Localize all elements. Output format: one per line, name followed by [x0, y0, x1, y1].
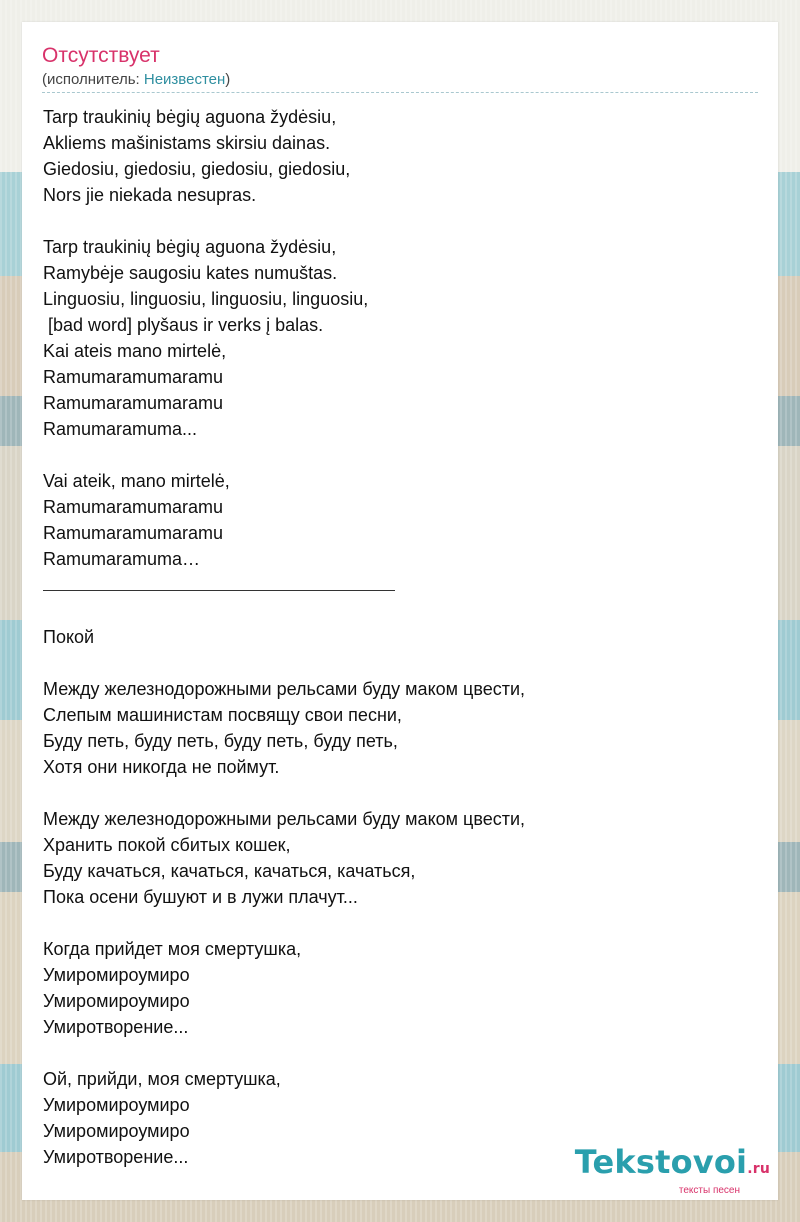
logo-main-text: Tekstovoi	[574, 1143, 748, 1181]
song-title: Отсутствует	[42, 44, 160, 67]
lyrics-text	[43, 104, 759, 1170]
lyric-line: Ramumaramumaramu	[43, 367, 224, 387]
lyric-line: Akliems mašinistams skirsiu dainas.	[43, 133, 331, 153]
blank-line	[43, 442, 759, 468]
lyric-line: Хранить покой сбитых кошек,	[43, 835, 291, 855]
lyric-line: Покой	[43, 627, 95, 647]
blank-line	[43, 598, 759, 624]
lyric-line: Когда прийдет моя смертушка,	[43, 939, 302, 959]
lyric-line: Хотя они никогда не поймут.	[43, 757, 280, 777]
artist-prefix: (исполнитель:	[42, 71, 144, 88]
lyric-line: Kai ateis mano mirtelė,	[43, 341, 227, 361]
lyric-line: Умиротворение...	[43, 1017, 189, 1037]
lyric-line: Ramumaramumaramu	[43, 523, 224, 543]
artist-line	[42, 70, 758, 90]
logo-wordmark	[575, 1145, 770, 1186]
artist-suffix: )	[225, 71, 231, 88]
lyric-line: Умиромироумиро	[43, 991, 190, 1011]
blank-line	[43, 780, 759, 806]
lyric-line: Ramumaramuma…	[43, 549, 201, 569]
lyric-line: Ramumaramuma...	[43, 419, 198, 439]
lyric-line: Умиромироумиро	[43, 1095, 190, 1115]
lyric-line: Между железнодорожными рельсами буду маком цвести,	[43, 809, 526, 829]
lyric-line: Слепым машинистам посвящу свои песни,	[43, 705, 402, 725]
lyric-line: Giedosiu, giedosiu, giedosiu, giedosiu,	[43, 159, 351, 179]
lyric-line: Пока осени бушуют и в лужи плачут...	[43, 887, 358, 907]
site-logo[interactable]	[575, 1145, 770, 1196]
lyric-line: Умиромироумиро	[43, 1121, 190, 1141]
blank-line	[43, 650, 759, 676]
lyric-line: Ramumaramumaramu	[43, 497, 224, 517]
song-header	[42, 42, 758, 93]
lyric-line: Tarp traukinių bėgių aguona žydėsiu,	[43, 237, 337, 257]
lyric-line: [bad word] plyšaus ir verks į balas.	[43, 315, 324, 335]
lyric-line: Ramumaramumaramu	[43, 393, 224, 413]
lyrics-card	[22, 22, 778, 1200]
lyric-line: Tarp traukinių bėgių aguona žydėsiu,	[43, 107, 337, 127]
logo-suffix: .ru	[747, 1161, 770, 1177]
lyric-line: Ой, прийди, моя смертушка,	[43, 1069, 281, 1089]
lyric-line: Умиромироумиро	[43, 965, 190, 985]
lyric-line: Ramybėje saugosiu kates numuštas.	[43, 263, 338, 283]
lyric-line: Между железнодорожными рельсами буду маком цвести,	[43, 679, 526, 699]
lyric-line: Умиротворение...	[43, 1147, 189, 1167]
blank-line	[43, 208, 759, 234]
lyric-line: Linguosiu, linguosiu, linguosiu, linguosiu,	[43, 289, 369, 309]
artist-link[interactable]: Неизвестен	[143, 71, 226, 88]
blank-line	[43, 910, 759, 936]
lyric-line: Vai ateik, mano mirtelė,	[43, 471, 230, 491]
lyric-line: Буду петь, буду петь, буду петь, буду петь,	[43, 731, 398, 751]
lyric-line: Nors jie niekada nesupras.	[43, 185, 257, 205]
divider-bar	[43, 576, 395, 591]
section-divider	[43, 572, 759, 598]
logo-tagline: тексты песен	[678, 1185, 740, 1196]
lyric-line: Буду качаться, качаться, качаться, качаться,	[43, 861, 416, 881]
blank-line	[43, 1040, 759, 1066]
